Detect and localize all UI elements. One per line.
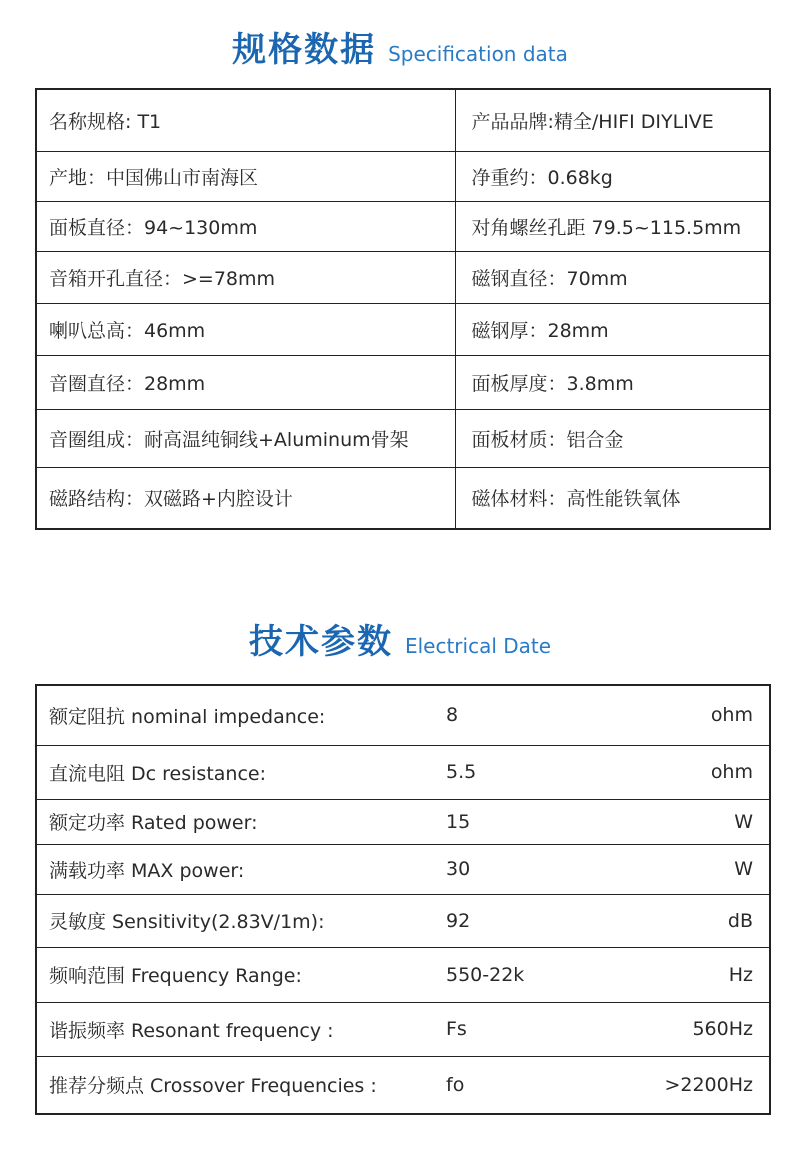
table-row — [36, 355, 770, 409]
spec-cell: 面板厚度：3.8mm — [455, 355, 770, 409]
spec-cell: 音圈直径：28mm — [36, 355, 455, 409]
spec-cell: 净重约：0.68kg — [455, 151, 770, 201]
tech-title-cn: 技术参数 — [248, 622, 393, 662]
table-row — [36, 251, 770, 303]
spec-cell: 名称规格: T1 — [36, 89, 455, 151]
param-label: 灵敏度 Sensitivity(2.83V/1m): — [36, 894, 446, 947]
param-value: 30 — [446, 844, 606, 894]
spec-cell: 喇叭总高：46mm — [36, 303, 455, 355]
table-row — [36, 947, 770, 1002]
param-label: 推荐分频点 Crossover Frequencies : — [36, 1056, 446, 1114]
param-unit: 560Hz — [606, 1002, 770, 1056]
table-row — [36, 1056, 770, 1114]
tech-title-en: Electrical Date — [404, 634, 552, 658]
tech-section-header — [0, 614, 800, 674]
param-value: fo — [446, 1056, 606, 1114]
param-unit: W — [606, 844, 770, 894]
param-unit: >2200Hz — [606, 1056, 770, 1114]
table-row — [36, 409, 770, 467]
spec-cell: 磁路结构：双磁路+内腔设计 — [36, 467, 455, 529]
spec-cell: 磁钢厚：28mm — [455, 303, 770, 355]
param-label: 额定阻抗 nominal impedance: — [36, 685, 446, 745]
param-label: 频响范围 Frequency Range: — [36, 947, 446, 1002]
spec-cell: 磁体材料：高性能铁氧体 — [455, 467, 770, 529]
param-value: 5.5 — [446, 745, 606, 799]
spec-cell: 音箱开孔直径：>=78mm — [36, 251, 455, 303]
table-row — [36, 467, 770, 529]
param-unit: dB — [606, 894, 770, 947]
spec-cell: 产地：中国佛山市南海区 — [36, 151, 455, 201]
table-row — [36, 894, 770, 947]
spec-cell: 磁钢直径：70mm — [455, 251, 770, 303]
param-value: 15 — [446, 799, 606, 844]
spec-cell: 面板直径：94~130mm — [36, 201, 455, 251]
param-label: 谐振频率 Resonant frequency : — [36, 1002, 446, 1056]
table-row — [36, 844, 770, 894]
param-value: 8 — [446, 685, 606, 745]
spec-title-cn: 规格数据 — [232, 30, 377, 70]
table-row — [36, 89, 770, 151]
tech-table — [35, 684, 771, 1115]
spec-table — [35, 88, 771, 530]
param-unit: Hz — [606, 947, 770, 1002]
param-value: Fs — [446, 1002, 606, 1056]
table-row — [36, 799, 770, 844]
table-row — [36, 303, 770, 355]
spec-cell: 产品品牌:精全/HIFI DIYLIVE — [455, 89, 770, 151]
param-label: 满载功率 MAX power: — [36, 844, 446, 894]
param-unit: W — [606, 799, 770, 844]
param-value: 550-22k — [446, 947, 606, 1002]
table-row — [36, 1002, 770, 1056]
spec-cell: 对角螺丝孔距 79.5~115.5mm — [455, 201, 770, 251]
table-row — [36, 201, 770, 251]
table-row — [36, 745, 770, 799]
table-row — [36, 685, 770, 745]
param-value: 92 — [446, 894, 606, 947]
spec-cell: 面板材质：铝合金 — [455, 409, 770, 467]
param-unit: ohm — [606, 685, 770, 745]
table-row — [36, 151, 770, 201]
param-unit: ohm — [606, 745, 770, 799]
param-label: 额定功率 Rated power: — [36, 799, 446, 844]
spec-title-en: Specification data — [388, 42, 568, 66]
param-label: 直流电阻 Dc resistance: — [36, 745, 446, 799]
spec-section-header — [0, 22, 800, 82]
spec-cell: 音圈组成：耐高温纯铜线+Aluminum骨架 — [36, 409, 455, 467]
